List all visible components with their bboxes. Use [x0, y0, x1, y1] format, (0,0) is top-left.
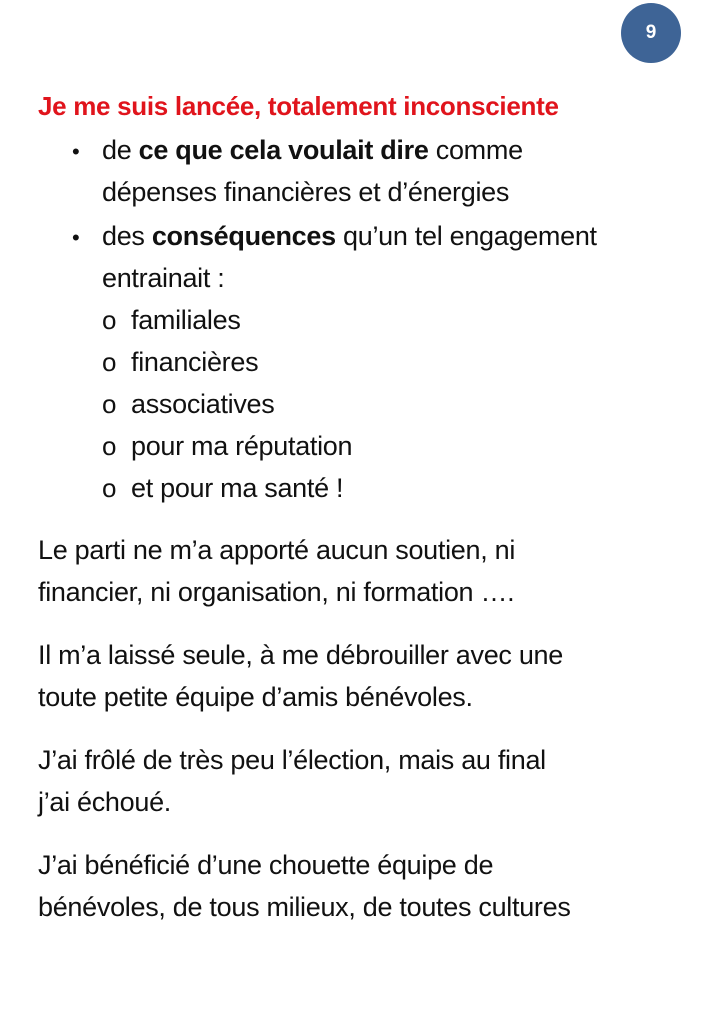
bullet-item-1 — [102, 133, 523, 167]
paragraph-1-line-1: Le parti ne m’a apporté aucun soutien, ni — [38, 535, 516, 565]
paragraph-3-line-2: j’ai échoué. — [38, 787, 171, 817]
sub-item: familiales — [131, 305, 241, 335]
bullet-item-1-continuation: dépenses financières et d’énergies — [102, 177, 510, 207]
bullet-text: qu’un tel engagement — [335, 221, 597, 251]
sub-item: financières — [131, 347, 259, 377]
paragraph-1-line-2: financier, ni organisation, ni formation …. — [38, 577, 515, 607]
bullet-item-2-continuation: entrainait : — [102, 263, 225, 293]
sub-bullet-icon: o — [102, 389, 117, 419]
sub-bullet-icon: o — [102, 347, 117, 377]
bullet-text: des — [102, 221, 152, 251]
paragraph-3-line-1: J’ai frôlé de très peu l’élection, mais au final — [38, 745, 546, 775]
sub-item: pour ma réputation — [131, 431, 353, 461]
page-number: 9 — [645, 22, 657, 43]
bullet-icon: • — [72, 139, 80, 164]
sub-bullet-icon: o — [102, 431, 117, 461]
paragraph-4-line-1: J’ai bénéficié d’une chouette équipe de — [38, 850, 494, 880]
bullet-text: comme — [428, 135, 523, 165]
paragraph-4-line-2: bénévoles, de tous milieux, de toutes cultures — [38, 892, 571, 922]
sub-bullet-icon: o — [102, 473, 117, 503]
paragraph-2-line-2: toute petite équipe d’amis bénévoles. — [38, 682, 473, 712]
bullet-bold-text: ce que cela voulait dire — [138, 135, 429, 165]
section-title: Je me suis lancée, totalement inconsciente — [38, 91, 559, 121]
bullet-bold-text: conséquences — [151, 221, 336, 251]
bullet-item-2 — [102, 219, 597, 253]
sub-item: associatives — [131, 389, 275, 419]
paragraph-2-line-1: Il m’a laissé seule, à me débrouiller avec une — [38, 640, 563, 670]
sub-bullet-icon: o — [102, 305, 117, 335]
bullet-text: de — [102, 135, 139, 165]
sub-item: et pour ma santé ! — [131, 473, 344, 503]
page-number-badge — [621, 3, 681, 63]
bullet-icon: • — [72, 225, 80, 250]
